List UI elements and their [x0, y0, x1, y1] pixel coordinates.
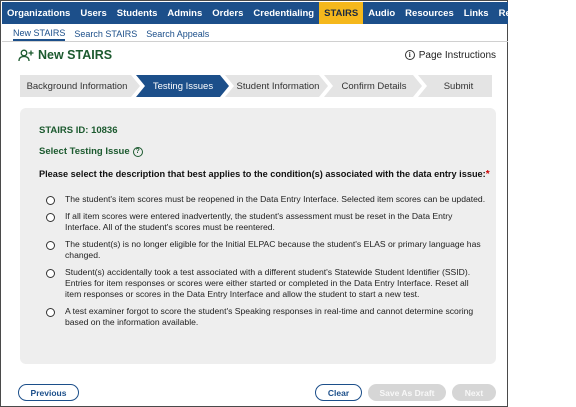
option-text: Student(s) accidentally took a test associated with a different student's Statewide Student Identifier (SSID). Entries for item responses or scores were either started or completed in the Data Entry Interface. Reset all item responses or scores in the Data Entry Interface and allow the student to start a new test. [65, 267, 471, 299]
radio-button[interactable] [46, 241, 55, 250]
nav-links[interactable]: Links [463, 7, 489, 19]
issue-option-2[interactable] [46, 211, 486, 233]
issue-option-3[interactable] [46, 239, 486, 261]
subnav-search-stairs[interactable]: Search STAIRS [74, 29, 138, 39]
radio-button[interactable] [46, 269, 55, 278]
step-student-information[interactable]: Student Information [236, 80, 320, 92]
nav-audio[interactable]: Audio [368, 7, 396, 19]
issue-options [46, 194, 486, 334]
save-as-draft-button[interactable]: Save As Draft [368, 384, 446, 401]
subnav-search-appeals[interactable]: Search Appeals [146, 29, 210, 39]
testing-issue-panel [20, 108, 496, 364]
issue-option-1[interactable] [46, 194, 486, 205]
help-icon[interactable]: ? [133, 147, 143, 157]
page-title [18, 48, 112, 62]
issue-option-5[interactable] [46, 306, 486, 328]
nav-users[interactable]: Users [80, 7, 107, 19]
option-text: The student(s) is no longer eligible for the Initial ELPAC because the student's ELAS or primary language has changed. [65, 239, 481, 260]
nav-admins[interactable]: Admins [167, 7, 203, 19]
nav-students[interactable]: Students [116, 7, 158, 19]
clear-button[interactable]: Clear [315, 384, 362, 401]
page-header [18, 46, 496, 64]
nav-cars[interactable]: CARS [544, 7, 572, 19]
sub-navigation [2, 24, 508, 42]
question-text: Please select the description that best applies to the condition(s) associated with the data entry issue: [39, 169, 486, 179]
next-button[interactable]: Next [452, 384, 496, 401]
radio-button[interactable] [46, 213, 55, 222]
option-text: The student's item scores must be reopened in the Data Entry Interface. Selected item scores can be updated. [65, 194, 486, 204]
option-text: A test examiner forgot to score the student's Speaking responses in real-time and cannot determine scoring based on the information available. [65, 306, 474, 327]
step-testing-issues[interactable]: Testing Issues [152, 80, 214, 92]
page-title-text: New STAIRS [38, 48, 113, 62]
step-background-information[interactable]: Background Information [26, 80, 128, 92]
nav-credentialing[interactable]: Credentialing [253, 7, 315, 19]
page-instructions-label: Page Instructions [418, 49, 496, 61]
progress-steps [20, 75, 492, 97]
add-user-icon [18, 49, 34, 62]
stairs-id: STAIRS ID: 10836 [39, 125, 118, 136]
option-text: If all item scores were entered inadvertently, the student's assessment must be reset in the Data Entry Interface. All of the student's scores must be reentered. [65, 211, 453, 232]
page-instructions-link[interactable] [405, 50, 496, 61]
issue-question [39, 169, 490, 180]
issue-option-4[interactable] [46, 267, 486, 300]
subnav-new-stairs[interactable]: New STAIRS [13, 28, 65, 41]
section-title-text: Select Testing Issue [39, 146, 130, 157]
section-title [39, 146, 143, 157]
nav-reports[interactable]: Reports [498, 7, 535, 19]
nav-organizations[interactable]: Organizations [7, 7, 71, 19]
required-asterisk: * [485, 169, 490, 180]
step-submit[interactable]: Submit [443, 80, 474, 92]
radio-button[interactable] [46, 196, 55, 205]
radio-button[interactable] [46, 308, 55, 317]
nav-orders[interactable]: Orders [212, 7, 244, 19]
top-navigation [2, 2, 572, 24]
step-confirm-details[interactable]: Confirm Details [341, 80, 407, 92]
nav-stairs[interactable]: STAIRS [319, 2, 363, 24]
info-icon: i [405, 50, 415, 60]
previous-button[interactable]: Previous [18, 384, 79, 401]
nav-resources[interactable]: Resources [405, 7, 454, 19]
